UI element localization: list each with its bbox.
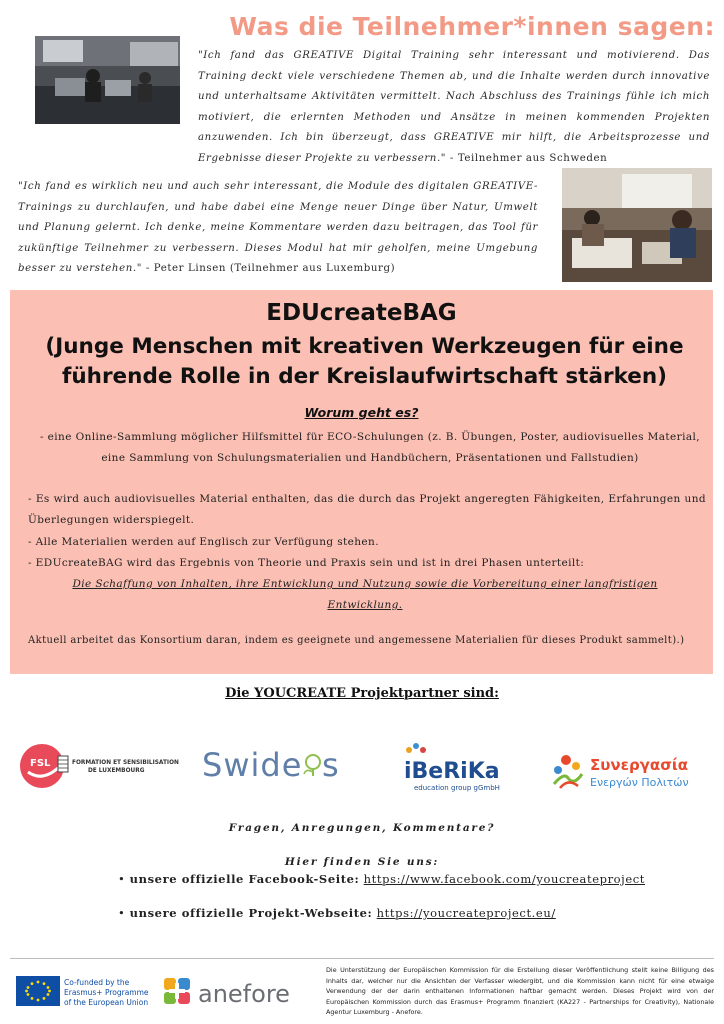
iberika-tagline: education group gGmbH bbox=[414, 784, 500, 792]
project-point: - eine Online-Sammlung möglicher Hilfsmittel für ECO-Schulungen (z. B. Übungen, Poster, audiovisuelles Material, eine Sammlung von Schulungsmaterialien und Handbüchern, Präsentationen und Fallstudien) bbox=[40, 431, 700, 464]
project-point: - Es wird auch audiovisuelles Material enthalten, das die durch das Projekt angeregten Fähigkeiten, Erfahrungen und Überlegungen widerspiegelt. bbox=[28, 493, 706, 526]
project-status: Aktuell arbeitet das Konsortium daran, indem es geeignete und angemessene Materialien für dieses Produkt sammelt).) bbox=[28, 635, 685, 646]
partners-heading: Die YOUCREATE Projektpartner sind: bbox=[225, 686, 499, 701]
find-us-heading: Hier finden Sie uns: bbox=[284, 856, 440, 868]
facebook-row bbox=[118, 872, 645, 886]
swide-name: Swide bbox=[202, 746, 303, 784]
swide-suffix: s bbox=[322, 746, 339, 784]
project-name: EDUcreateBAG bbox=[266, 300, 457, 326]
eu-line1: Co-funded by the bbox=[64, 978, 130, 987]
project-info-box bbox=[10, 290, 713, 674]
iberika-logo bbox=[400, 740, 510, 796]
facebook-label: unsere offizielle Facebook-Seite: bbox=[129, 872, 360, 886]
anefore-name: anefore bbox=[198, 980, 290, 1008]
questions-prompt: Fragen, Anregungen, Kommentare? bbox=[228, 822, 496, 834]
project-point: - EDUcreateBAG wird das Ergebnis von Theorie und Praxis sein und ist in drei Phasen unterteilt: bbox=[28, 557, 585, 569]
synergasia-logo bbox=[548, 748, 708, 796]
website-row bbox=[118, 906, 556, 920]
section-heading: Worum geht es? bbox=[304, 405, 419, 420]
testimonial-sweden bbox=[198, 46, 710, 170]
project-subtitle: (Junge Menschen mit kreativen Werkzeugen für eine führende Rolle in der Kreislaufwirtschaft stärken) bbox=[45, 334, 684, 389]
footer-divider bbox=[10, 958, 714, 959]
iberika-name: iBeRiKa bbox=[404, 759, 500, 784]
testimonial-text: "Ich fand das GREATIVE Digital Training sehr interessant und motivierend. Das Training deckt viele verschiedene Themen ab, und die Inhalte werden durch innovative und unterhaltsame Aktivitäten vermittelt. Nach Abschluss des Trainings fühle ich mich motiviert, die erlernten Methoden und Ansätze in meinen kommenden Projekten anzuwenden. Ich bin überzeugt, dass GREATIVE mir hilft, die Arbeitsprozesse und Ergebnisse dieser Projekte zu verbessern." bbox=[198, 50, 710, 164]
eu-line2: Erasmus+ Programme bbox=[64, 988, 149, 997]
eu-disclaimer: Die Unterstützung der Europäischen Kommission für die Erstellung dieser Veröffentlichung stellt keine Billigung des Inhalts dar, welcher nur die Ansichten der Verfasser wiedergibt, und die Kommission kann nicht für eine etwaige Verwendung der der darin enthaltenen Informationen haftbar gemacht werden. Dieses Projekt wird von der Europäischen Kommission durch das Erasmus+ Programm finanziert (KA227 - Partnerships for Creativity), Nationale Agentur Luxemburg - Anefore. bbox=[326, 966, 714, 1017]
training-room-photo bbox=[35, 36, 180, 124]
testimonial-author: - Teilnehmer aus Schweden bbox=[446, 152, 608, 164]
website-link[interactable]: https://youcreateproject.eu/ bbox=[376, 906, 556, 920]
facebook-link[interactable]: https://www.facebook.com/youcreateproject bbox=[363, 872, 646, 886]
bullet-icon: • bbox=[118, 906, 126, 920]
swide-logo bbox=[200, 742, 345, 788]
bullet-icon: • bbox=[118, 872, 126, 886]
testimonial-author: - Peter Linsen (Teilnehmer aus Luxemburg) bbox=[142, 263, 396, 275]
anefore-logo bbox=[162, 974, 312, 1010]
project-point: - Alle Materialien werden auf Englisch zur Verfügung stehen. bbox=[28, 536, 379, 548]
eu-erasmus-logo bbox=[16, 976, 156, 1008]
fsl-abbr: FSL bbox=[30, 758, 51, 769]
synergasia-line2: Ενεργών Πολιτών bbox=[590, 776, 689, 789]
testimonial-text: "Ich fand es wirklich neu und auch sehr interessant, die Module des digitalen GREATIVE-Trainings zu durchlaufen, und habe dabei eine Menge neuer Dinge über Natur, Umwelt und Planung gelernt. Ich denke, meine Kommentare werden dazu beitragen, das Tool für zukünftige Teilnehmer zu verbessern. Dieses Modul hat mir geholfen, meine Umgebung besser zu verstehen." bbox=[18, 181, 538, 275]
website-label: unsere offizielle Projekt-Webseite: bbox=[129, 906, 373, 920]
fsl-logo bbox=[18, 742, 179, 790]
workshop-photo bbox=[562, 168, 712, 282]
project-phases: Die Schaffung von Inhalten, ihre Entwicklung und Nutzung sowie die Vorbereitung einer langfristigen Entwicklung. bbox=[72, 578, 658, 611]
fsl-name-line2: DE LUXEMBOURG bbox=[88, 768, 145, 774]
eu-line3: of the European Union bbox=[64, 998, 149, 1007]
fsl-name-line1: FORMATION ET SENSIBILISATION bbox=[72, 760, 179, 766]
synergasia-line1: Συνεργασία bbox=[590, 756, 689, 774]
page-title: Was die Teilnehmer*innen sagen: bbox=[229, 12, 715, 41]
testimonial-luxembourg bbox=[18, 177, 538, 280]
